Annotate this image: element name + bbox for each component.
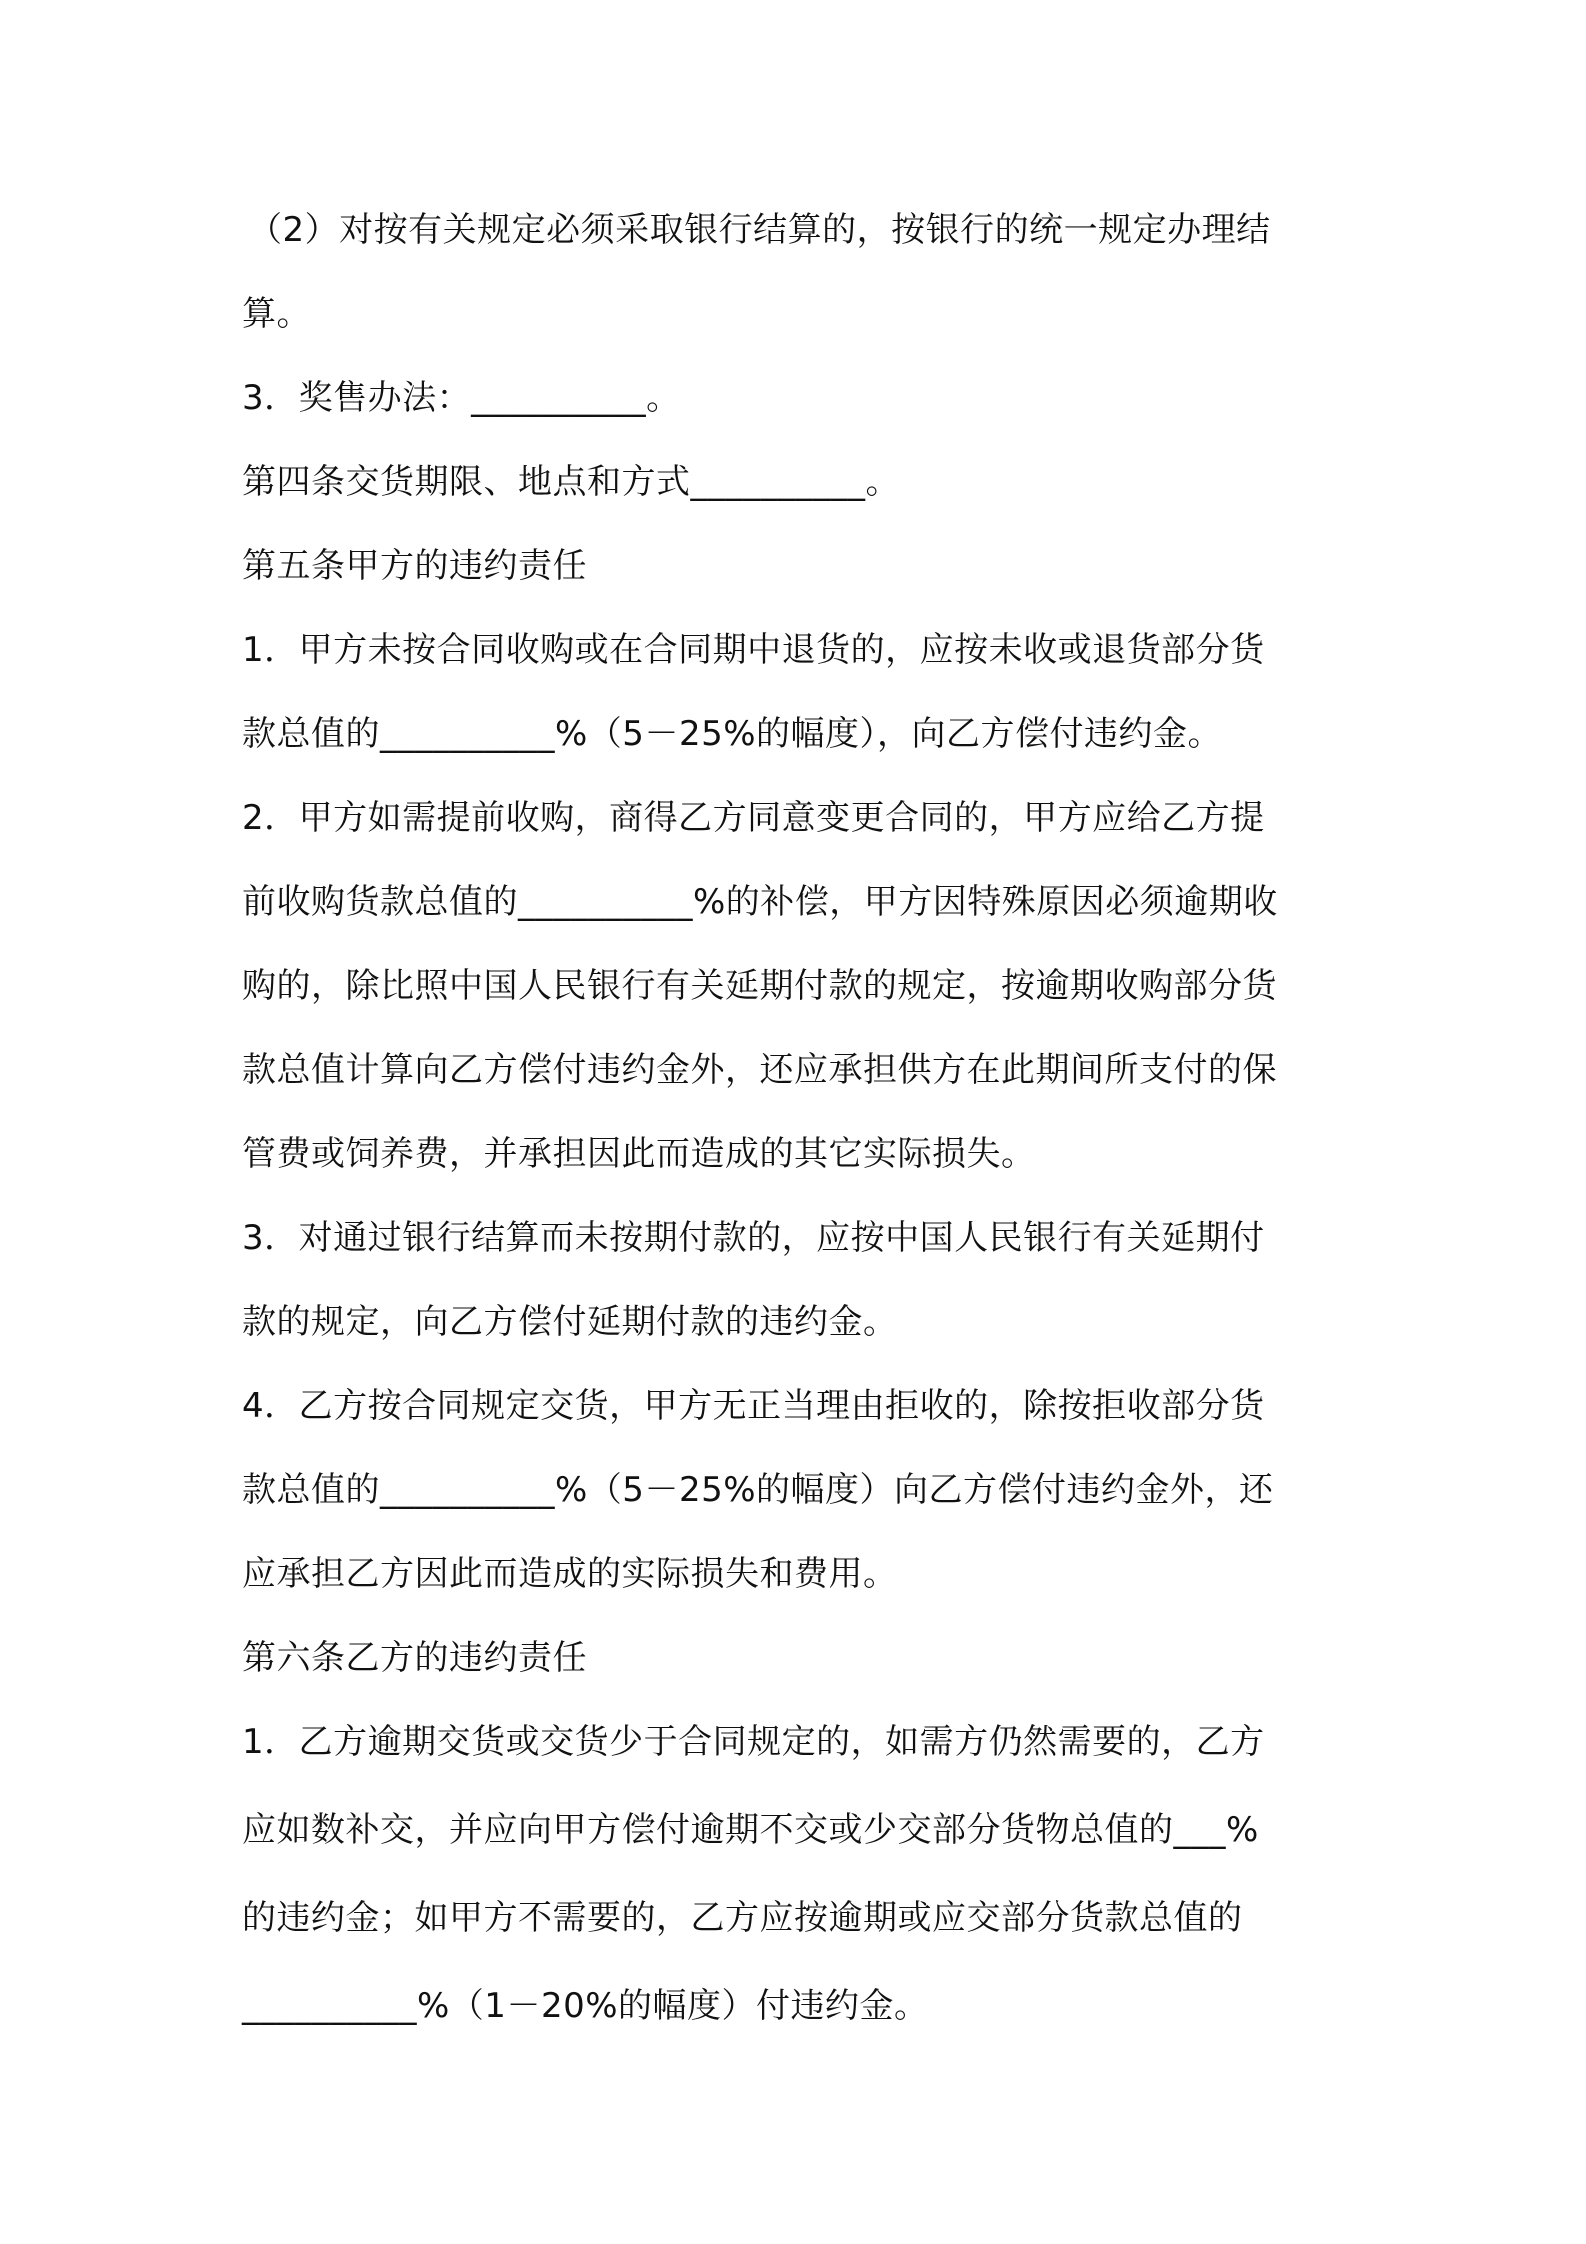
text-line-4: 第四条交货期限、地点和方式__________。 [242,462,900,502]
text-line-13: 3．对通过银行结算而未按期付款的，应按中国人民银行有关延期付 [242,1218,1265,1258]
text-line-12: 管费或饲养费，并承担因此而造成的其它实际损失。 [242,1134,1036,1174]
text-line-20: 应如数补交，并应向甲方偿付逾期不交或少交部分货物总值的___% [242,1810,1259,1850]
text-line-8: 2．甲方如需提前收购，商得乙方同意变更合同的，甲方应给乙方提 [242,798,1265,838]
text-line-2: 算。 [242,294,311,334]
text-line-22: __________%（1－20%的幅度）付违约金。 [242,1986,929,2026]
text-line-14: 款的规定，向乙方偿付延期付款的违约金。 [242,1302,898,1342]
text-line-6: 1．甲方未按合同收购或在合同期中退货的，应按未收或退货部分货 [242,630,1265,670]
text-line-3: 3．奖售办法：__________。 [242,378,681,418]
text-line-7: 款总值的__________%（5－25%的幅度），向乙方偿付违约金。 [242,714,1223,754]
text-line-21: 的违约金；如甲方不需要的，乙方应按逾期或应交部分货款总值的 [242,1898,1243,1938]
text-line-9: 前收购货款总值的__________%的补偿，甲方因特殊原因必须逾期收 [242,882,1278,922]
section-heading-5: 第五条甲方的违约责任 [242,546,587,586]
text-line-17: 应承担乙方因此而造成的实际损失和费用。 [242,1554,898,1594]
text-line-19: 1．乙方逾期交货或交货少于合同规定的，如需方仍然需要的，乙方 [242,1722,1265,1762]
text-line-10: 购的，除比照中国人民银行有关延期付款的规定，按逾期收购部分货 [242,966,1277,1006]
text-line-15: 4．乙方按合同规定交货，甲方无正当理由拒收的，除按拒收部分货 [242,1386,1265,1426]
text-line-16: 款总值的__________%（5－25%的幅度）向乙方偿付违约金外，还 [242,1470,1274,1510]
text-line-1: （2）对按有关规定必须采取银行结算的，按银行的统一规定办理结 [248,210,1271,250]
text-line-11: 款总值计算向乙方偿付违约金外，还应承担供方在此期间所支付的保 [242,1050,1277,1090]
section-heading-18: 第六条乙方的违约责任 [242,1638,587,1678]
